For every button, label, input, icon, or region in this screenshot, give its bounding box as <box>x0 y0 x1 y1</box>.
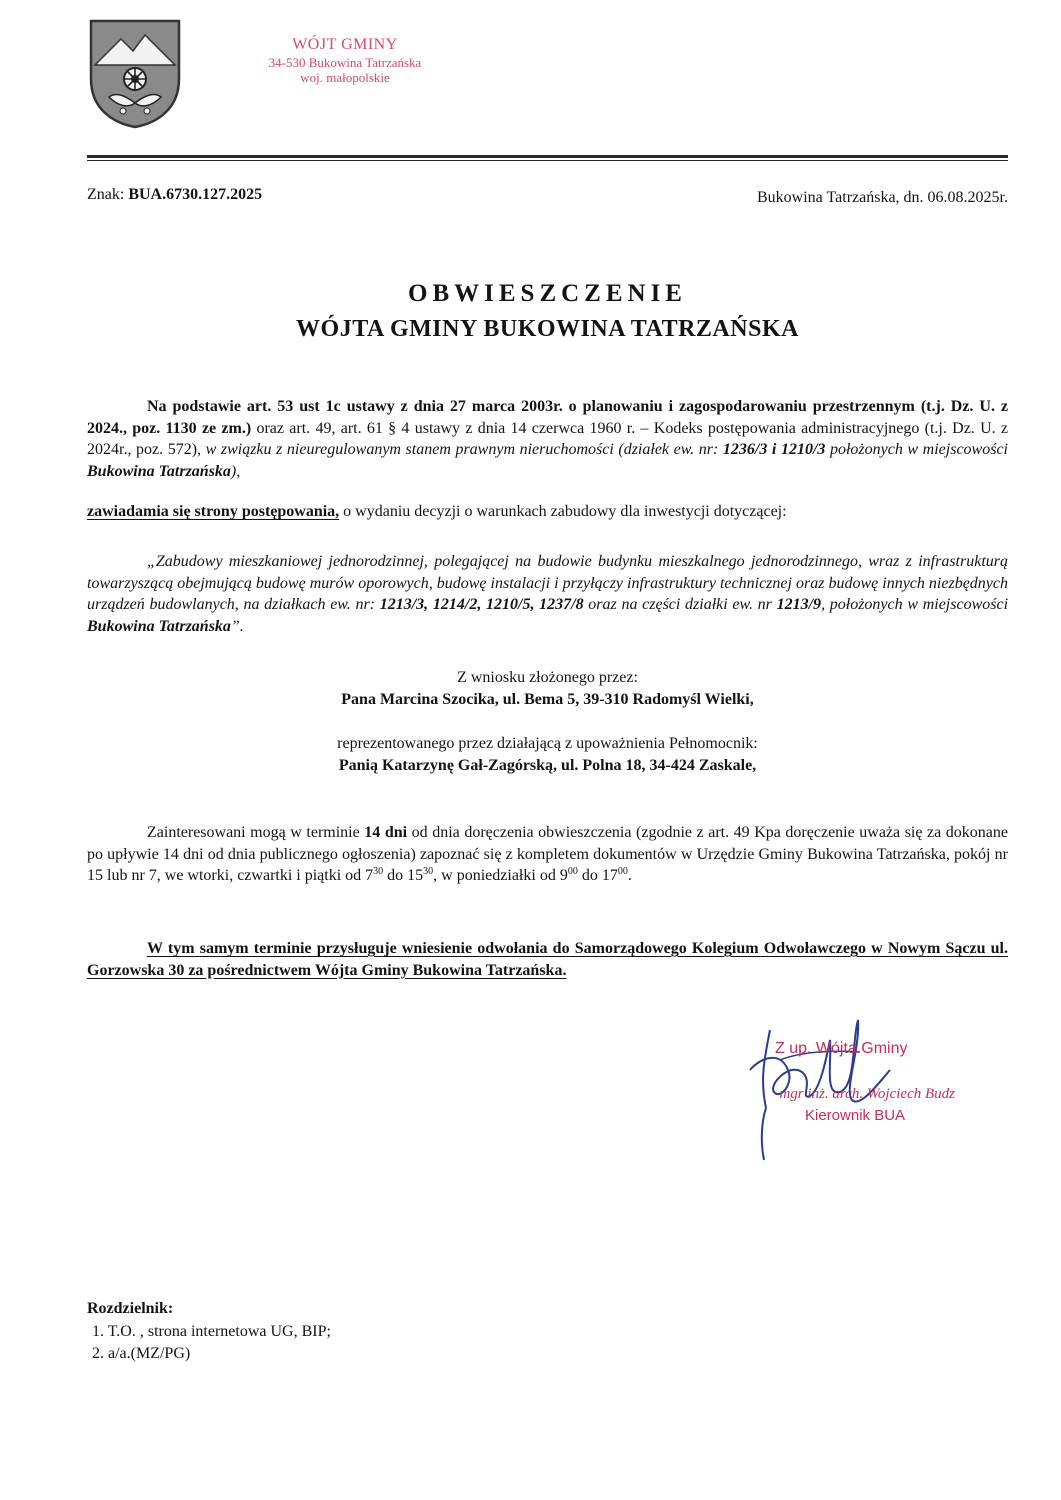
inspection-text-1: Zainteresowani mogą w terminie <box>147 824 365 841</box>
investment-locality: Bukowina Tatrzańska <box>87 617 231 635</box>
legal-basis-bold: Na podstawie art. 53 ust 1c ustawy z dnia 27 marca 2003r. o planowaniu i zagospodarowaniu przestrzennym (t.j. Dz. U. z 2024., poz. 1130 ze zm.) <box>87 398 1008 437</box>
appeal-paragraph <box>87 938 1008 981</box>
representative-block <box>87 733 1008 777</box>
document-subtitle: WÓJTA GMINY BUKOWINA TATRZAŃSKA <box>296 316 799 342</box>
time-sup-1: 30 <box>373 866 384 877</box>
mayor-stamp <box>232 35 458 86</box>
investment-text-2: oraz na części działki ew. nr <box>583 596 777 613</box>
legal-basis-text: oraz art. 49, art. 61 § 4 ustawy z dnia 14 czerwca 1960 r. – Kodeks postępowania administracyjnego (t.j. Dz. U. z 2024r., poz. 572), <box>87 419 1009 458</box>
notice-parties: zawiadamia się strony postępowania, <box>87 503 340 520</box>
distribution-list <box>87 1321 331 1365</box>
notice-text: o wydaniu decyzji o warunkach zabudowy dla inwestycji dotyczącej: <box>339 503 787 520</box>
legal-basis-italic: w związku z nieuregulowanym stanem prawnym nieruchomości (działek ew. nr: <box>201 441 723 458</box>
inspection-text-5: do 17 <box>577 867 618 884</box>
reference-value: BUA.6730.127.2025 <box>128 186 263 203</box>
document-title: OBWIESZCZENIE <box>408 280 687 307</box>
inspection-paragraph <box>87 822 1008 887</box>
legal-basis-italic-2: położonych w miejscowości <box>825 441 1008 458</box>
inspection-text-4: , w poniedziałki od 9 <box>433 867 568 884</box>
applicant-block <box>87 667 1008 711</box>
applicant-name: Pana Marcina Szocika, ul. Bema 5, 39-310 Radomyśl Wielki, <box>341 691 754 708</box>
inspection-text-3: do 15 <box>383 867 424 884</box>
stamp-line-2: 34-530 Bukowina Tatrzańska <box>268 54 422 70</box>
reference-label: Znak: <box>87 186 125 203</box>
signatory-role: Kierownik BUA <box>805 1107 906 1124</box>
representative-label: reprezentowanego przez działającą z upoważnienia Pełnomocnik: <box>337 735 758 752</box>
coat-of-arms-icon <box>87 17 183 129</box>
investment-text: „Zabudowy mieszkaniowej jednorodzinnej, polegającej na budowie budynku mieszkalnego jednorodzinnego, wraz z infrastrukturą towarzyszącą obejmującą budowę murów oporowych, budowę instalacji i przyłączy infrastruktury technicznej oraz budowę innych niezbędnych urządzeń budowlanych, na działkach ew. nr: <box>87 553 1008 613</box>
signature-stamp-line: Z up. Wójta Gminy <box>775 1040 908 1057</box>
investment-parcel-part: 1213/9 <box>776 596 822 613</box>
header-divider-thin <box>87 160 1008 161</box>
place-and-date: Bukowina Tatrzańska, dn. 06.08.2025r. <box>757 189 1008 206</box>
signatory-name: mgr inż. arch. Wojciech Budz <box>779 1086 955 1102</box>
reference-number <box>87 186 262 204</box>
investment-end: ”. <box>230 617 244 635</box>
applicant-label: Z wniosku złożonego przez: <box>457 669 638 686</box>
inspection-text-2: od dnia doręczenia obwieszczenia (zgodnie z art. 49 Kpa doręczenie uważa się za dokonane po upływie 14 dni od dnia publicznego ogłoszenia) zapoznać się z kompletem dokumentów w Urzędzie Gminy Bukowina Tatrzańska, pokój nr 15 lub nr 7, we wtorki, czwartki i piątki od 7 <box>87 824 1009 884</box>
distribution-item: 1. T.O. , strona internetowa UG, BIP; <box>92 1323 331 1340</box>
distribution-item: 2. a/a.(MZ/PG) <box>92 1345 191 1362</box>
distribution-title: Rozdzielnik: <box>87 1300 174 1317</box>
representative-name: Panią Katarzynę Gał-Zagórską, ul. Polna 18, 34-424 Zaskale, <box>338 757 757 774</box>
stamp-line-1: WÓJT GMINY <box>292 36 398 53</box>
locality-name: Bukowina Tatrzańska <box>87 462 231 480</box>
time-sup-3: 00 <box>567 866 578 877</box>
notice-paragraph <box>87 501 1008 523</box>
parcel-numbers: 1236/3 i 1210/3 <box>722 441 826 458</box>
legal-basis-end: ), <box>230 462 241 480</box>
handwritten-signature <box>740 1000 970 1170</box>
legal-basis-paragraph <box>87 396 1008 482</box>
stamp-line-3: woj. małopolskie <box>300 70 390 86</box>
time-sup-2: 30 <box>423 866 434 877</box>
time-sup-4: 00 <box>617 866 628 877</box>
header-divider-thick <box>87 155 1008 158</box>
investment-parcels: 1213/3, 1214/2, 1210/5, 1237/8 <box>379 596 584 613</box>
inspection-text-6: . <box>627 867 632 884</box>
investment-description <box>87 551 1008 637</box>
inspection-days: 14 dni <box>364 824 408 841</box>
appeal-text: W tym samym terminie przysługuje wniesienie odwołania do Samorządowego Kolegium Odwoławczego w Nowym Sączu ul. Gorzowska 30 za pośrednictwem Wójta Gminy Bukowina Tatrzańska. <box>87 940 1008 979</box>
investment-text-3: , położonych w miejscowości <box>821 596 1009 613</box>
